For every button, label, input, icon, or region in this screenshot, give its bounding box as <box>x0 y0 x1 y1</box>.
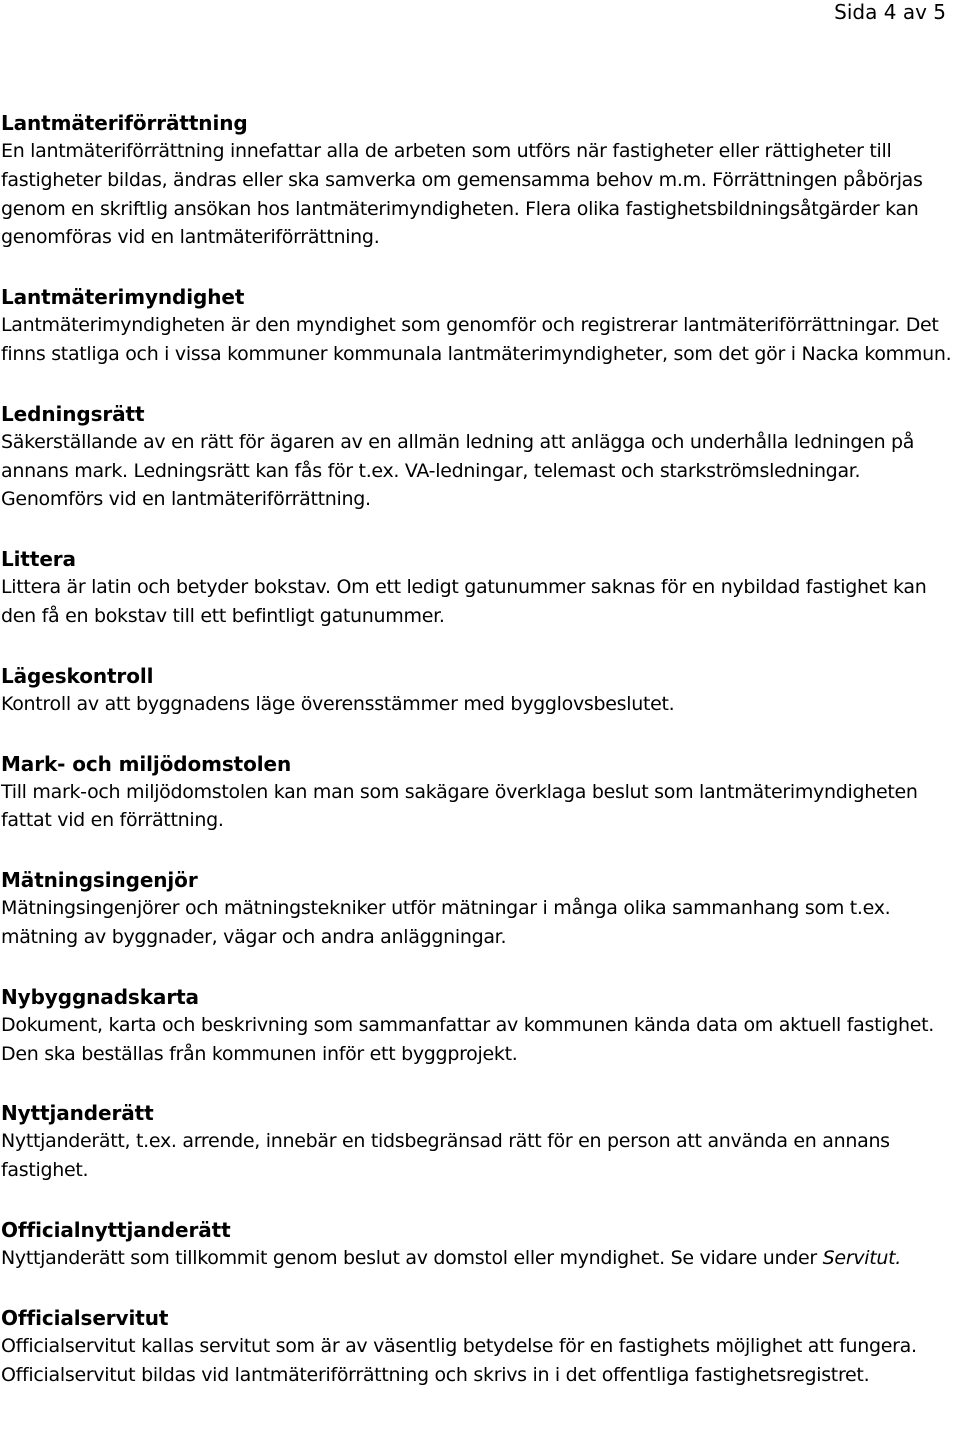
glossary-definition: Officialservitut kallas servitut som är av väsentlig betydelse för en fastighets möjlighet att fungera. Officialservitut bildas vid lantmäteriförrättning och skrivs in i det offentliga fastighetsregistret. <box>1 1334 917 1386</box>
glossary-definition: En lantmäteriförrättning innefattar alla de arbeten som utförs när fastigheter eller rättigheter till fastigheter bildas, ändras eller ska samverka om gemensamma behov m.m. Förrättningen påbörjas genom en skriftlig ansökan hos lantmäterimyndigheten. Flera olika fastighetsbildningsåtgärder kan genomföras vid en lantmäteriförrättning. <box>1 140 923 249</box>
glossary-definition: Dokument, karta och beskrivning som sammanfattar av kommunen kända data om aktuell fastighet. Den ska beställas från kommunen inför ett byggprojekt. <box>1 1013 935 1065</box>
glossary-definition <box>1 1244 953 1273</box>
glossary-entry <box>1 750 953 836</box>
glossary-term: Mark- och miljödomstolen <box>1 751 292 776</box>
glossary-term: Lägeskontroll <box>1 663 154 688</box>
glossary-definition: Kontroll av att byggnadens läge överensstämmer med bygglovsbeslutet. <box>1 692 675 715</box>
glossary-term: Lantmäteriförrättning <box>1 111 248 135</box>
glossary-entry <box>1 400 953 514</box>
glossary-term: Mätningsingenjör <box>1 868 198 893</box>
glossary-entry <box>1 109 953 252</box>
page-number: Sida 4 av 5 <box>834 0 946 24</box>
glossary-entry <box>1 662 953 719</box>
glossary-entry <box>1 983 953 1069</box>
glossary-entry <box>1 283 953 369</box>
glossary-entry <box>1 866 953 952</box>
glossary-term: Ledningsrätt <box>1 401 145 426</box>
glossary-term: Nybyggnadskarta <box>1 984 199 1009</box>
glossary-definition: Lantmäterimyndigheten är den myndighet som genomför och registrerar lantmäteriförrättningar. Det finns statliga och i vissa kommuner kommunala lantmäterimyndigheter, som det gör i Nacka kommun. <box>1 314 952 365</box>
glossary-term: Lantmäterimyndighet <box>1 285 245 310</box>
glossary-definition: Nyttjanderätt, t.ex. arrende, innebär en tidsbegränsad rätt för en person att använda en annans fastighet. <box>1 1130 890 1182</box>
glossary-definition: Mätningsingenjörer och mätningstekniker utför mätningar i många olika sammanhang som t.ex. mätning av byggnader, vägar och andra anläggningar. <box>1 897 891 948</box>
glossary-term: Officialnyttjanderätt <box>1 1217 231 1242</box>
glossary-entry <box>1 1099 953 1185</box>
glossary-term: Littera <box>1 547 76 572</box>
glossary-definition: Säkerställande av en rätt för ägaren av en allmän ledning att anlägga och underhålla ledningen på annans mark. Ledningsrätt kan fås för t.ex. VA-ledningar, telemast och starkströmsledningar. Genomförs vid en lantmäteriförrättning. <box>1 430 915 511</box>
glossary-entry <box>1 545 953 631</box>
glossary-entry <box>1 1216 953 1273</box>
glossary-definition: Till mark-och miljödomstolen kan man som sakägare överklaga beslut som lantmäterimyndigheten fattat vid en förrättning. <box>1 780 918 832</box>
glossary-content <box>1 109 953 1389</box>
definition-reference: Servitut. <box>822 1246 902 1269</box>
definition-text: Nyttjanderätt som tillkommit genom beslut av domstol eller myndighet. Se vidare under <box>1 1246 817 1269</box>
glossary-term: Nyttjanderätt <box>1 1101 154 1126</box>
glossary-term: Officialservitut <box>1 1305 169 1330</box>
glossary-definition: Littera är latin och betyder bokstav. Om ett ledigt gatunummer saknas för en nybildad fastighet kan den få en bokstav till ett befintligt gatunummer. <box>1 576 927 627</box>
glossary-entry <box>1 1304 953 1390</box>
